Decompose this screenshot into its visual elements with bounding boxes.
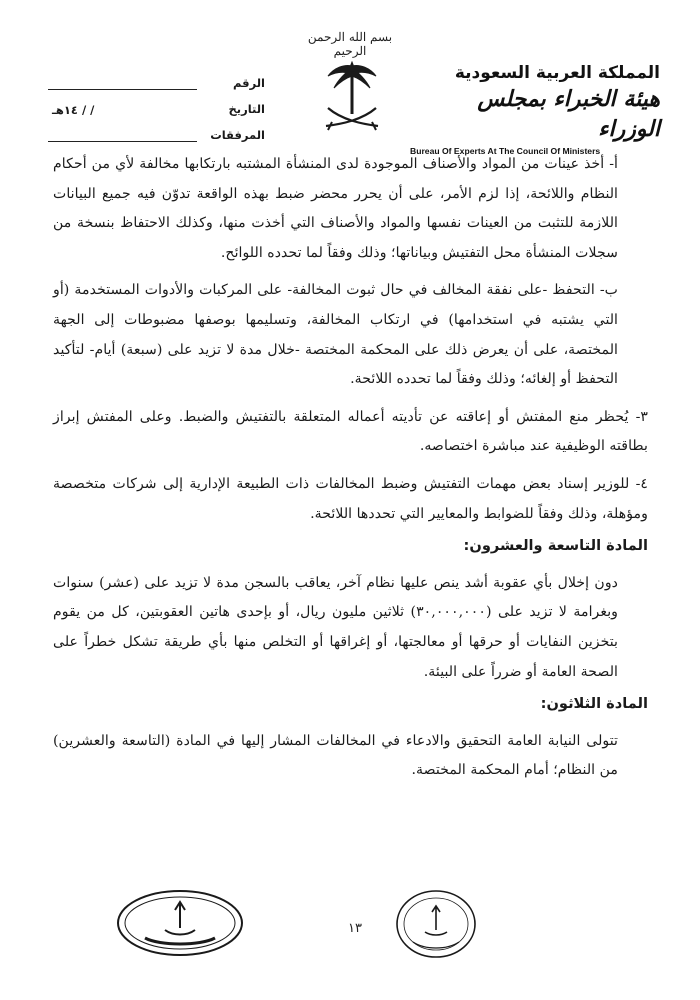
article-30-text: تتولى النيابة العامة التحقيق والادعاء في المخالفات المشار إليها في المادة (التاسعة والعشرين) من النظام؛ أمام المحكمة المختصة. [53,732,618,779]
palm-and-swords-emblem [322,58,382,138]
org-english-name: Bureau Of Experts At The Council Of Ministers [410,146,601,156]
article-30-heading: المادة الثلاثون: [540,695,648,713]
field-attachments-row [40,122,265,148]
document-body [53,150,648,786]
field-attachments-label: المرفقات [210,128,265,142]
field-date-value: / / ١٤هـ [52,103,95,117]
article-29-heading: المادة التاسعة والعشرون: [463,537,648,555]
field-number-value [48,77,197,90]
org-kingdom-name: المملكة العربية السعودية [454,63,660,83]
page-number: ١٣ [348,921,362,936]
clause-3: ٣- يُحظر منع المفتش أو إعاقته عن تأديته أعماله المتعلقة بالتفتيش والضبط. وعلى المفتش إبراز بطاقته الوظيفية عند مباشرة اختصاصه. [53,408,648,455]
clause-b: ب- التحفظ -على نفقة المخالف في حال ثبوت المخالفة- على المركبات والأدوات المستخدمة (أو التي يشتبه في استخدامها) في ارتكاب المخالفة، وتسليمها بوصفها مضبوطات إلى الجهة المختصة، على أن يعرض ذلك على المحكمة المختصة -خلال مدة لا تزيد على (سبعة) أيام- لتأكيد التحفظ أو إلغائه؛ وذلك وفقاً لما تحدده اللائحة. [53,282,618,388]
organization-letterhead [410,62,660,156]
clause-4: ٤- للوزير إسناد بعض مهمات التفتيش وضبط المخالفات ذات الطبيعة الإدارية إلى شركات متخصصة ومؤهلة، وذلك وفقاً للضوابط والمعايير التي تحددها اللائحة. [53,475,648,522]
field-attachments-value [48,129,197,142]
clause-a: أ- أخذ عينات من المواد والأصناف الموجودة لدى المنشأة المشتبه بارتكابها مخالفة لأي من أحكام النظام واللائحة، إذا لزم الأمر، على أن يحرر محضر ضبط بهذه الواقعة تدوّن فيه جميع البيانات اللازمة للتثبت من العينات نفسها والمواد والأصناف التي أخذت منها، وكذلك الاحتفاظ بنسخة من سجلات المنشأة محل التفتيش وبياناتها؛ وذلك وفقاً لما تحدده اللوائح. [53,156,618,261]
seal-left-stamp [115,888,245,958]
field-date-label: التاريخ [228,102,265,116]
field-date-row [40,96,265,122]
field-number-label: الرقم [233,76,265,90]
field-number-row [40,70,265,96]
reference-fields [40,70,265,148]
seal-right-stamp [395,888,477,960]
basmala: بسم الله الرحمن الرحيم [307,30,393,58]
org-bureau-name: هيئة الخبراء بمجلس الوزراء [477,86,660,142]
article-29-text: دون إخلال بأي عقوبة أشد ينص عليها نظام آخر، يعاقب بالسجن مدة لا تزيد على (عشر) سنوات وبغرامة لا تزيد على (٣٠,٠٠٠,٠٠٠) ثلاثين مليون ريال، أو بإحدى هاتين العقوبتين، كل من يقوم بتخزين النفايات أو حرقها أو معالجتها، أو إغراقها أو التخلص منها بأي طريقة تشكل خطراً على الصحة العامة أو ضرراً على البيئة. [53,574,619,680]
